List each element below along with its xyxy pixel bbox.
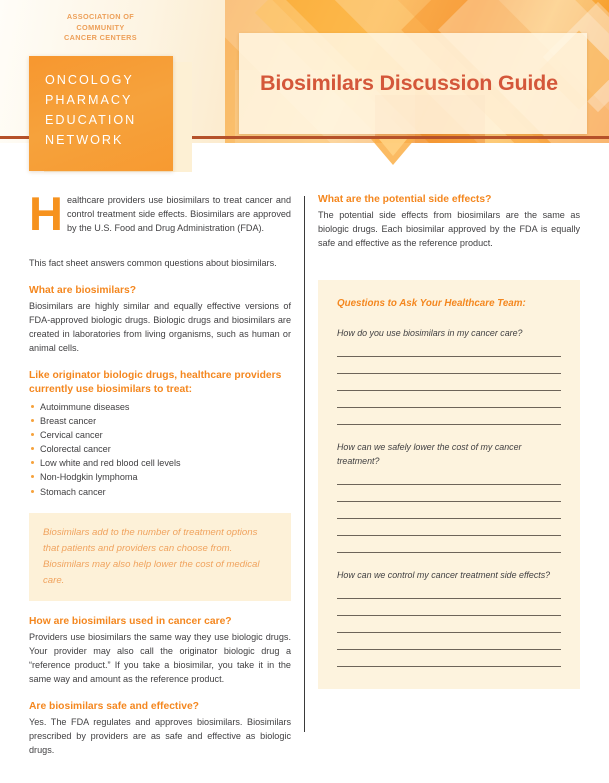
writing-line[interactable] (337, 407, 561, 408)
logo-line-3: EDUCATION (45, 112, 137, 127)
list-item: Low white and red blood cell levels (29, 456, 291, 470)
heading-uses-to-treat: Like originator biologic drugs, healthcare providers currently use biosimilars to treat: (29, 370, 282, 395)
question-group (337, 569, 561, 667)
opn-logo (29, 56, 173, 171)
page-header (0, 0, 609, 147)
heading-used-in-cancer-care: How are biosimilars used in cancer care? (29, 616, 232, 628)
writing-line[interactable] (337, 373, 561, 374)
text-potential-side-effects: The potential side effects from biosimilars are the same as biologic drugs. Each biosimilar approved by the FDA is equally safe and effective as the reference product. (318, 209, 580, 248)
question-group (337, 327, 561, 425)
list-item: Breast cancer (29, 414, 291, 428)
list-item: Autoimmune diseases (29, 400, 291, 414)
list-item: Stomach cancer (29, 485, 291, 499)
writing-line[interactable] (337, 615, 561, 616)
text-safe-and-effective: Yes. The FDA regulates and approves biosimilars. Biosimilars prescribed by providers are as safe and effective as biologic drugs. (29, 716, 291, 756)
question-group (337, 441, 561, 553)
writing-line[interactable] (337, 484, 561, 485)
writing-line[interactable] (337, 649, 561, 650)
org-line-2: COMMUNITY (76, 22, 125, 32)
treatment-list (29, 400, 291, 499)
callout-text: Biosimilars add to the number of treatment options that patients and providers can choose from. Biosimilars may also help lower the cost of medical care. (43, 526, 260, 587)
logo-line-1: ONCOLOGY (45, 73, 134, 87)
writing-line[interactable] (337, 424, 561, 425)
column-divider (304, 196, 305, 732)
list-item: Non-Hodgkin lymphoma (29, 470, 291, 484)
right-column (318, 193, 580, 689)
title-plate (239, 33, 587, 134)
writing-line[interactable] (337, 552, 561, 553)
heading-what-are-biosimilars: What are biosimilars? (29, 285, 137, 297)
drop-cap: H (29, 187, 63, 240)
text-used-in-cancer-care: Providers use biosimilars the same way they use biologic drugs. Your provider may also call the originator biologic drug a “reference product.” If you take a biosimilar, you take it in the same way and amount as the reference product. (29, 631, 291, 685)
writing-line[interactable] (337, 390, 561, 391)
heading-safe-and-effective: Are biosimilars safe and effective? (29, 701, 199, 713)
heading-potential-side-effects: What are the potential side effects? (318, 194, 492, 205)
writing-line[interactable] (337, 598, 561, 599)
question-text: How can we control my cancer treatment side effects? (337, 570, 551, 581)
text-what-are-biosimilars: Biosimilars are highly similar and equally effective versions of FDA-approved biologic drugs. Biologic drugs and biosimilars are created in laboratories from living organisms, such as human or animal cells. (29, 300, 291, 354)
writing-line[interactable] (337, 535, 561, 536)
callout-box (29, 513, 291, 601)
header-triangle-accent-inner (379, 139, 407, 156)
organization-name (29, 12, 172, 44)
writing-line[interactable] (337, 666, 561, 667)
fact-sheet-line: This fact sheet answers common questions about biosimilars. (29, 258, 277, 268)
logo-line-4: NETWORK (45, 132, 124, 147)
writing-line[interactable] (337, 518, 561, 519)
intro-paragraph (29, 187, 291, 245)
writing-line[interactable] (337, 501, 561, 502)
org-line-3: CANCER CENTERS (63, 33, 137, 43)
list-item: Cervical cancer (29, 428, 291, 442)
org-line-1: ASSOCIATION OF (66, 12, 135, 21)
writing-line[interactable] (337, 356, 561, 357)
question-text: How do you use biosimilars in my cancer care? (337, 327, 523, 338)
questions-box-title: Questions to Ask Your Healthcare Team: (337, 297, 526, 309)
writing-line[interactable] (337, 632, 561, 633)
questions-box (318, 280, 580, 689)
logo-line-2: PHARMACY (45, 92, 133, 107)
question-text: How can we safely lower the cost of my cancer treatment? (337, 442, 522, 466)
list-item: Colorectal cancer (29, 442, 291, 456)
intro-text: ealthcare providers use biosimilars to treat cancer and control treatment side effects. Biosimilars are approved by the U.S. Food and Drug Administration (FDA). (66, 195, 291, 234)
left-column (29, 187, 291, 757)
page-title: Biosimilars Discussion Guide (260, 71, 558, 95)
